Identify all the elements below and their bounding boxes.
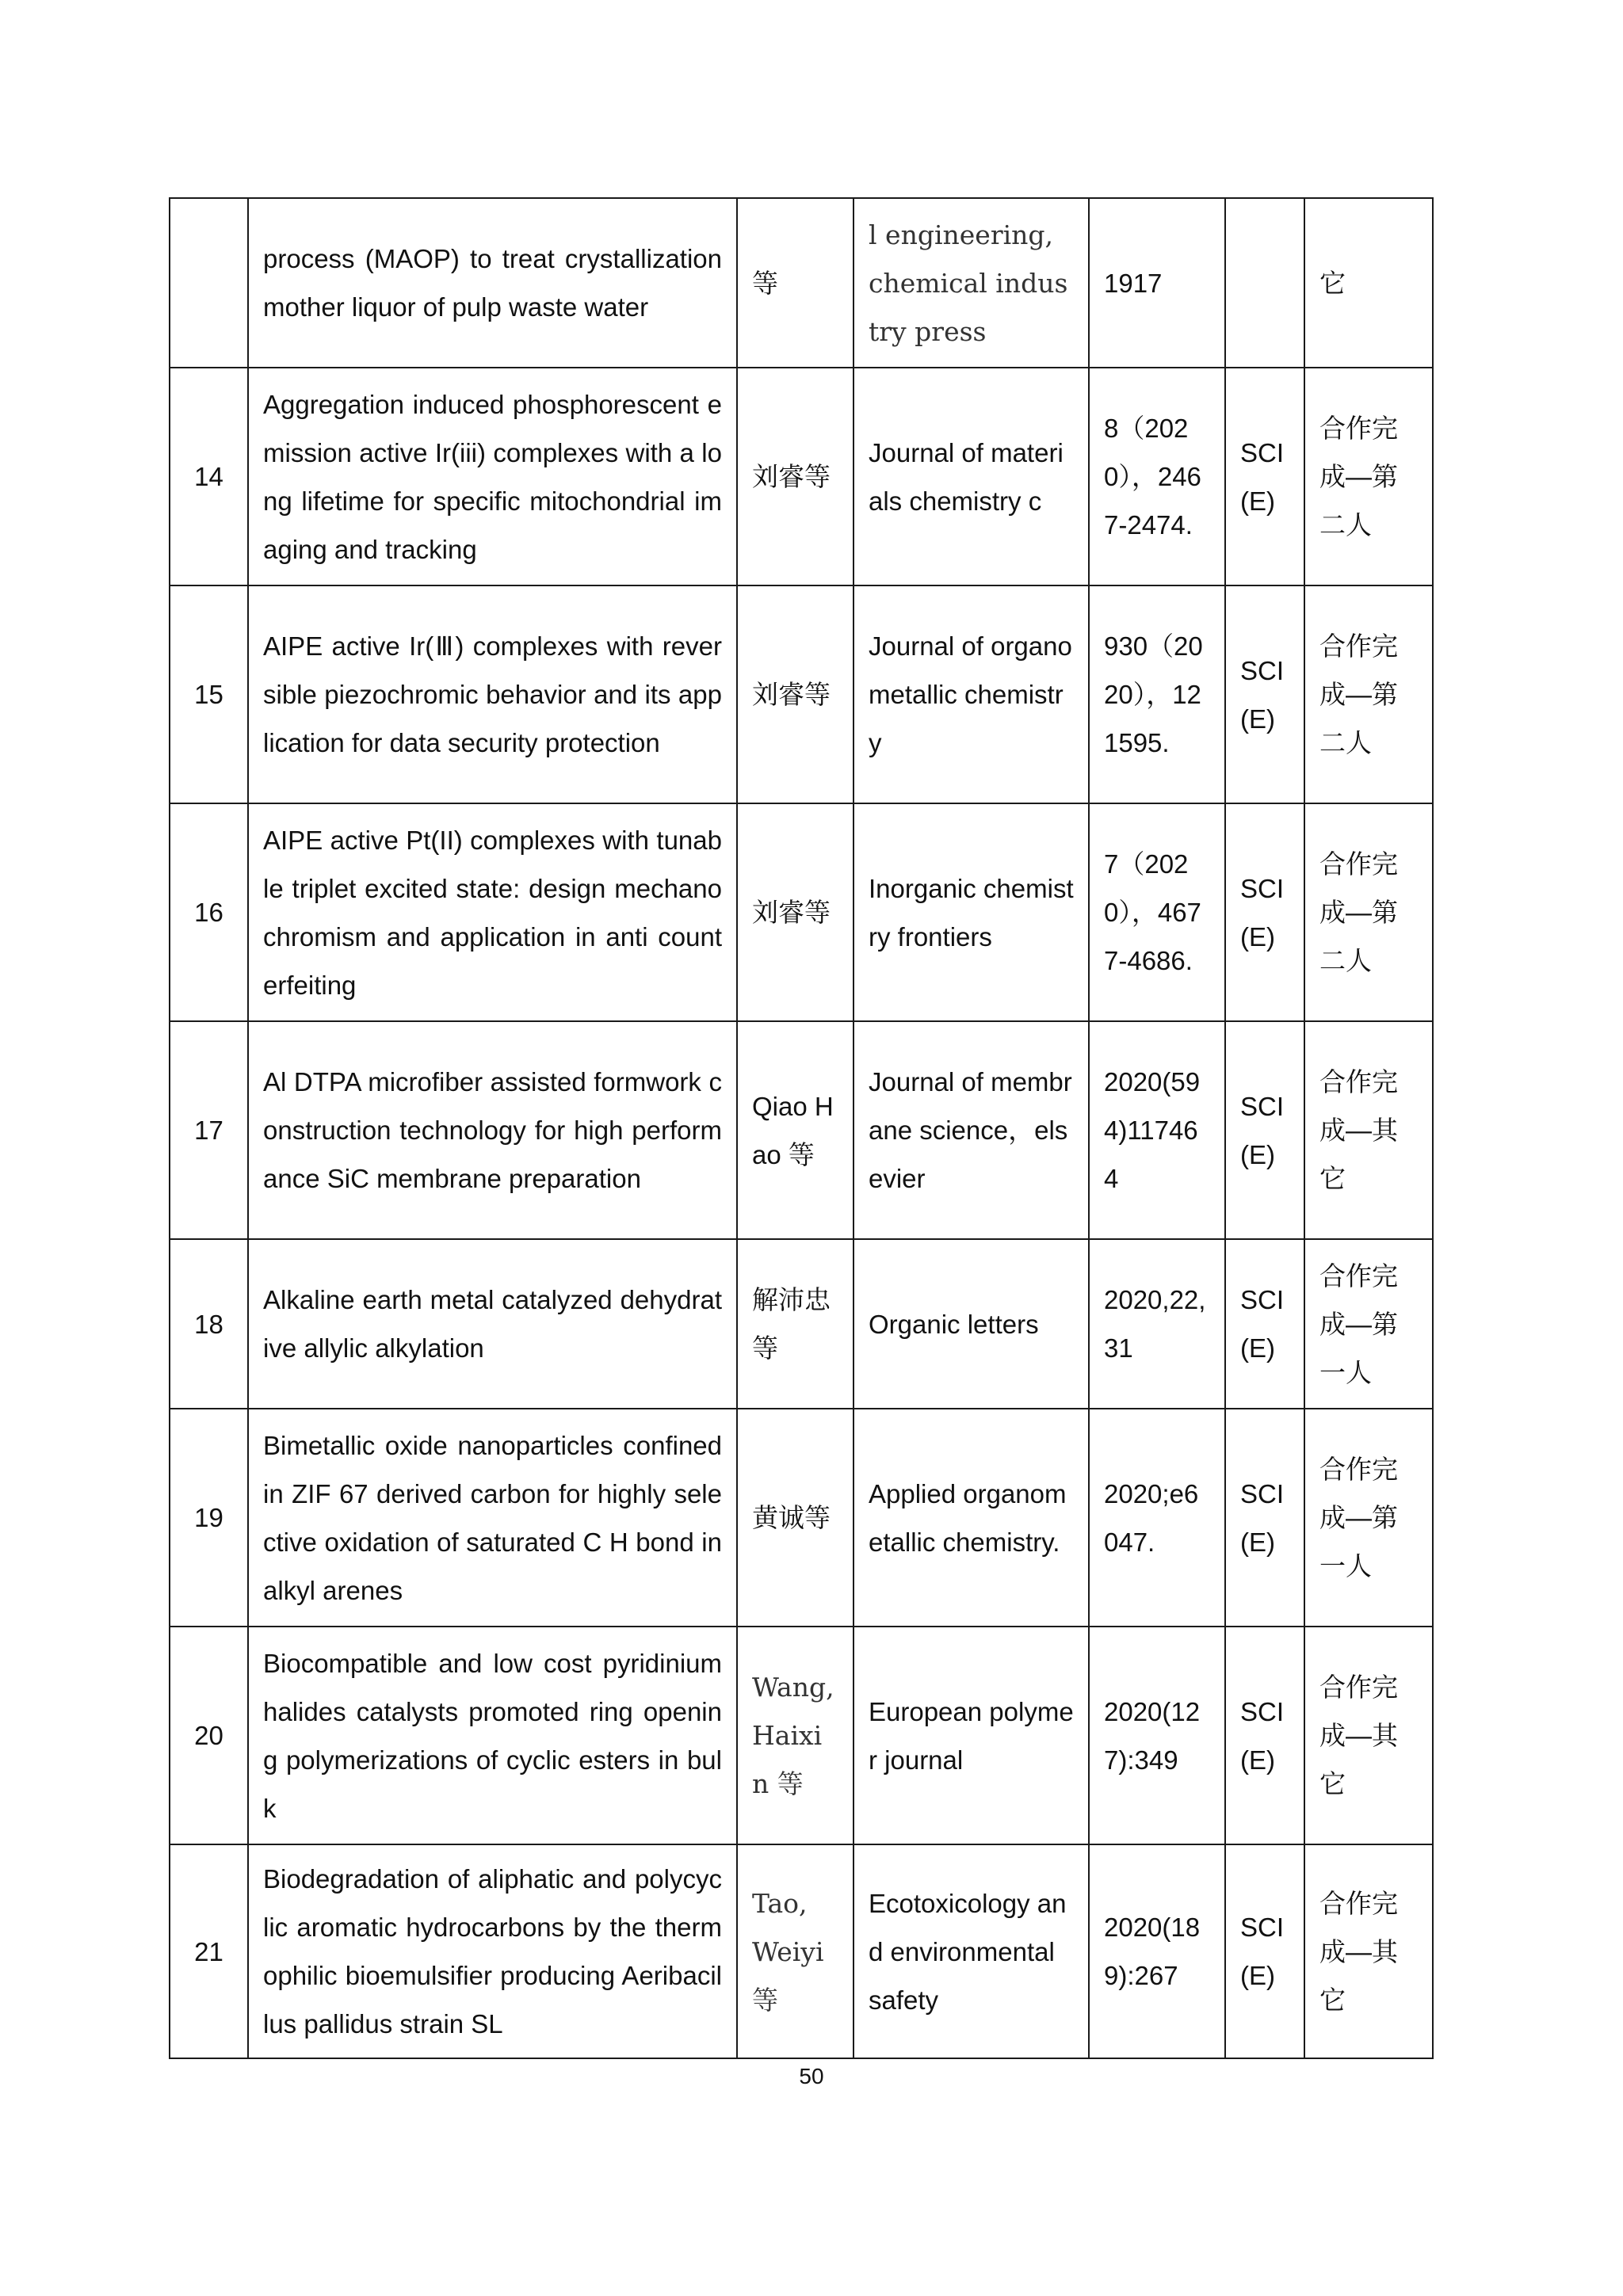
- journal: Journal of organometallic chemistry: [854, 585, 1089, 803]
- authors: 刘睿等: [737, 368, 854, 585]
- journal: Applied organometallic chemistry.: [854, 1409, 1089, 1627]
- authors: Tao, Weiyi 等: [737, 1844, 854, 2058]
- paper-title: AIPE active Pt(II) complexes with tunable triplet excited state: design mechanochromism and application in anti counterfeiting: [248, 803, 737, 1021]
- journal: l engineering, chemical industry press: [854, 198, 1089, 368]
- journal: European polymer journal: [854, 1627, 1089, 1844]
- row-index: 20: [170, 1627, 248, 1844]
- paper-title: Aggregation induced phosphorescent emission active Ir(iii) complexes with a long lifetime for specific mitochondrial imaging and tracking: [248, 368, 737, 585]
- authors: 等: [737, 198, 854, 368]
- index-type: SCI(E): [1225, 1409, 1304, 1627]
- page-number: 50: [799, 2064, 824, 2088]
- row-index: [170, 198, 248, 368]
- author-role: 合作完成—第一人: [1304, 1409, 1433, 1627]
- index-type: [1225, 198, 1304, 368]
- author-role: 合作完成—其它: [1304, 1627, 1433, 1844]
- row-index: 16: [170, 803, 248, 1021]
- row-index: 15: [170, 585, 248, 803]
- table-row: [170, 585, 1433, 803]
- table-row: [170, 1239, 1433, 1409]
- volume-pages: 2020(594)117464: [1089, 1021, 1225, 1239]
- row-index: 14: [170, 368, 248, 585]
- table-row: [170, 803, 1433, 1021]
- authors: Wang, Haixin 等: [737, 1627, 854, 1844]
- author-role: 合作完成—第二人: [1304, 585, 1433, 803]
- table-row: [170, 1021, 1433, 1239]
- volume-pages: 2020(189):267: [1089, 1844, 1225, 2058]
- author-role: 合作完成—第一人: [1304, 1239, 1433, 1409]
- paper-title: AIPE active Ir(Ⅲ) complexes with reversible piezochromic behavior and its application for data security protection: [248, 585, 737, 803]
- volume-pages: 930（2020），121595.: [1089, 585, 1225, 803]
- index-type: SCI(E): [1225, 368, 1304, 585]
- index-type: SCI(E): [1225, 1627, 1304, 1844]
- volume-pages: 1917: [1089, 198, 1225, 368]
- index-type: SCI(E): [1225, 1844, 1304, 2058]
- volume-pages: 2020,22,31: [1089, 1239, 1225, 1409]
- table-row: [170, 368, 1433, 585]
- journal: Journal of materials chemistry c: [854, 368, 1089, 585]
- journal: Inorganic chemistry frontiers: [854, 803, 1089, 1021]
- paper-title: Biodegradation of aliphatic and polycyclic aromatic hydrocarbons by the thermophilic bioemulsifier producing Aeribacillus pallidus strain SL: [248, 1844, 737, 2058]
- author-role: 合作完成—第二人: [1304, 803, 1433, 1021]
- journal: Journal of membrane science，elsevier: [854, 1021, 1089, 1239]
- table-row: [170, 1627, 1433, 1844]
- author-role: 它: [1304, 198, 1433, 368]
- authors: 黄诚等: [737, 1409, 854, 1627]
- table-row: [170, 1409, 1433, 1627]
- table-row: [170, 198, 1433, 368]
- paper-title: Biocompatible and low cost pyridinium halides catalysts promoted ring opening polymerizations of cyclic esters in bulk: [248, 1627, 737, 1844]
- authors: 解沛忠等: [737, 1239, 854, 1409]
- index-type: SCI(E): [1225, 1239, 1304, 1409]
- volume-pages: 7（2020），4677-4686.: [1089, 803, 1225, 1021]
- journal: Organic letters: [854, 1239, 1089, 1409]
- index-type: SCI(E): [1225, 1021, 1304, 1239]
- paper-title: process (MAOP) to treat crystallization mother liquor of pulp waste water: [248, 198, 737, 368]
- paper-title: Bimetallic oxide nanoparticles confined in ZIF 67 derived carbon for highly selective oxidation of saturated C H bond in alkyl arenes: [248, 1409, 737, 1627]
- volume-pages: 2020;e6047.: [1089, 1409, 1225, 1627]
- author-role: 合作完成—其它: [1304, 1844, 1433, 2058]
- authors: 刘睿等: [737, 585, 854, 803]
- volume-pages: 2020(127):349: [1089, 1627, 1225, 1844]
- row-index: 19: [170, 1409, 248, 1627]
- author-role: 合作完成—其它: [1304, 1021, 1433, 1239]
- row-index: 21: [170, 1844, 248, 2058]
- authors: 刘睿等: [737, 803, 854, 1021]
- paper-title: Al DTPA microfiber assisted formwork construction technology for high performance SiC membrane preparation: [248, 1021, 737, 1239]
- volume-pages: 8（2020），2467-2474.: [1089, 368, 1225, 585]
- publications-table: [169, 197, 1434, 2059]
- index-type: SCI(E): [1225, 803, 1304, 1021]
- row-index: 17: [170, 1021, 248, 1239]
- table-row: [170, 1844, 1433, 2058]
- authors: Qiao Hao 等: [737, 1021, 854, 1239]
- author-role: 合作完成—第二人: [1304, 368, 1433, 585]
- row-index: 18: [170, 1239, 248, 1409]
- paper-title: Alkaline earth metal catalyzed dehydrative allylic alkylation: [248, 1239, 737, 1409]
- journal: Ecotoxicology and environmental safety: [854, 1844, 1089, 2058]
- index-type: SCI(E): [1225, 585, 1304, 803]
